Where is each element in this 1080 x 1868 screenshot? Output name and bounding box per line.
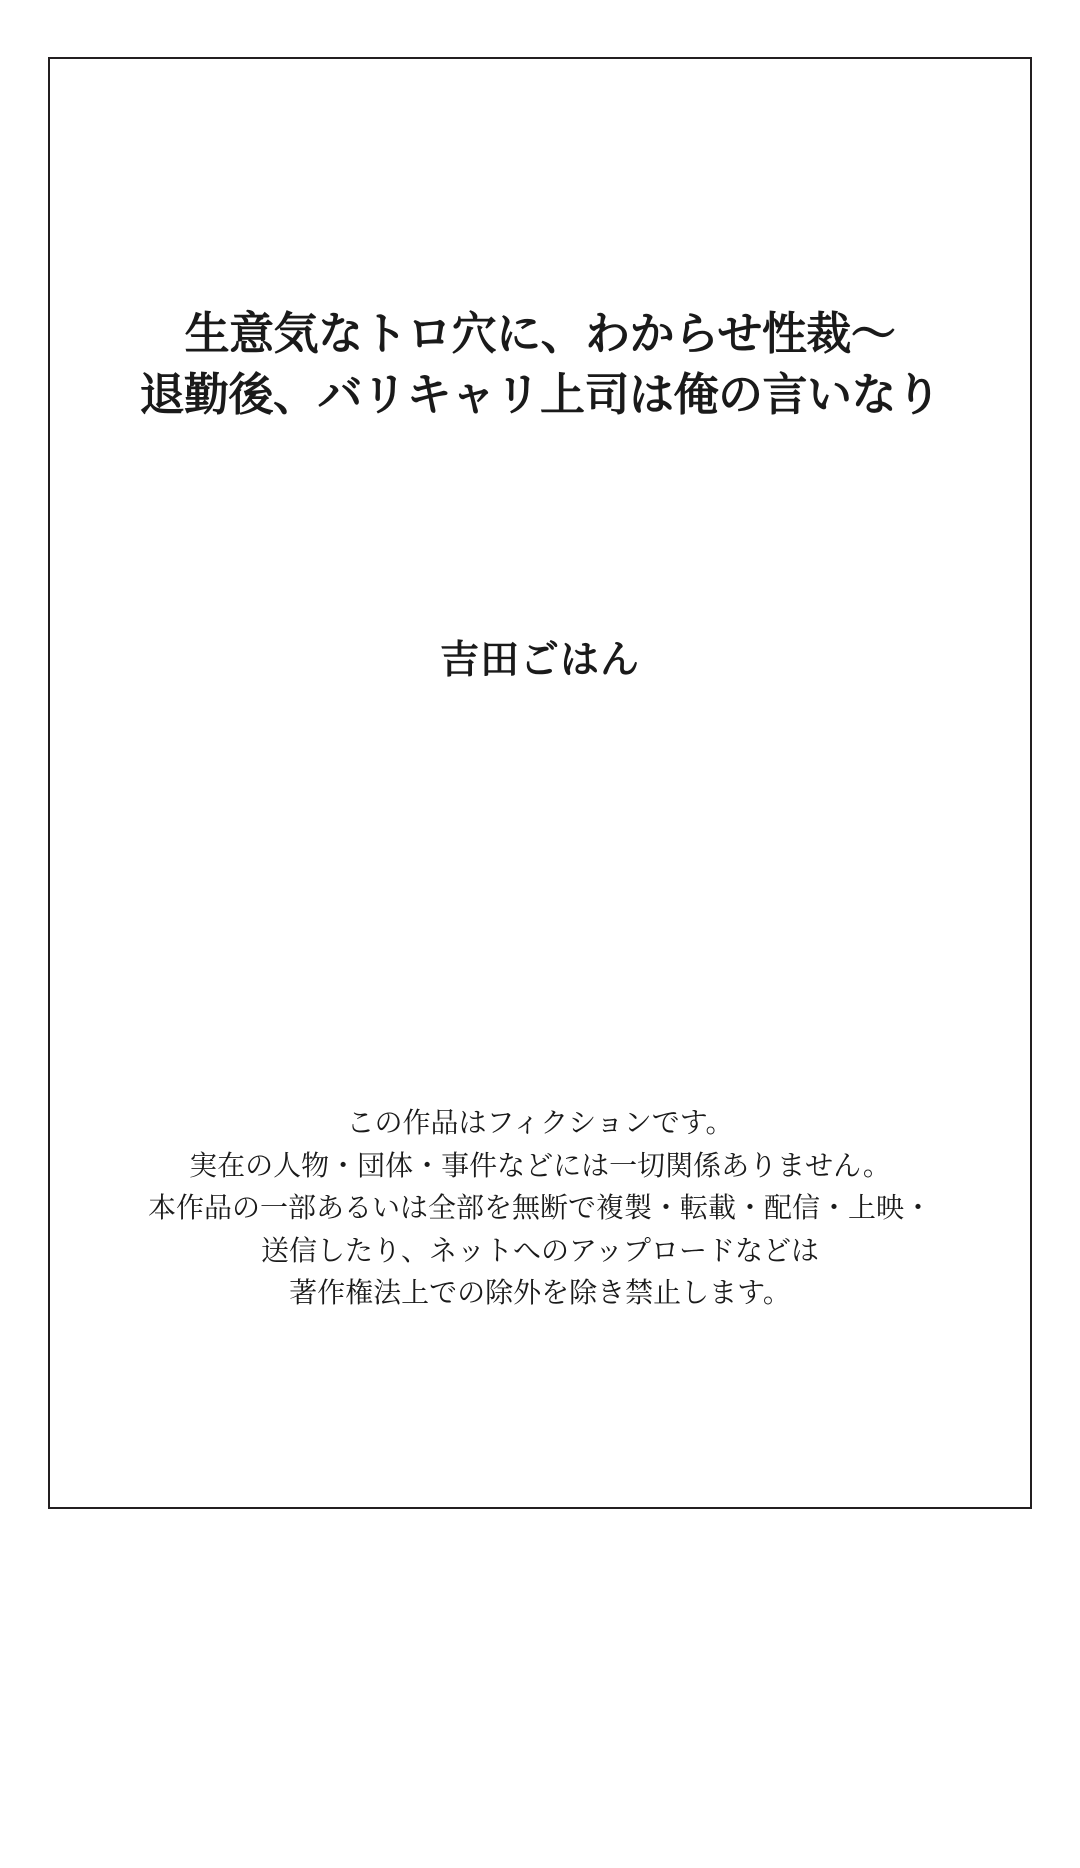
title-line-2: 退勤後、バリキャリ上司は俺の言いなり bbox=[139, 367, 941, 421]
disclaimer-line-5: 著作権法上での除外を除き禁止します。 bbox=[289, 1276, 791, 1310]
disclaimer-line-2: 実在の人物・団体・事件などには一切関係ありません。 bbox=[189, 1148, 891, 1182]
title-block bbox=[50, 304, 1030, 426]
disclaimer-block bbox=[50, 1102, 1030, 1315]
author-name: 吉田ごはん bbox=[439, 638, 640, 683]
author-block bbox=[50, 629, 1030, 685]
disclaimer-line-3: 本作品の一部あるいは全部を無断で複製・転載・配信・上映・ bbox=[147, 1191, 932, 1225]
page-border-frame bbox=[48, 57, 1032, 1509]
disclaimer-line-1: この作品はフィクションです。 bbox=[346, 1106, 734, 1139]
title-line-1: 生意気なトロ穴に、わからせ性裁〜 bbox=[184, 307, 896, 360]
disclaimer-line-4: 送信したり、ネットへのアップロードなどは bbox=[260, 1233, 820, 1267]
